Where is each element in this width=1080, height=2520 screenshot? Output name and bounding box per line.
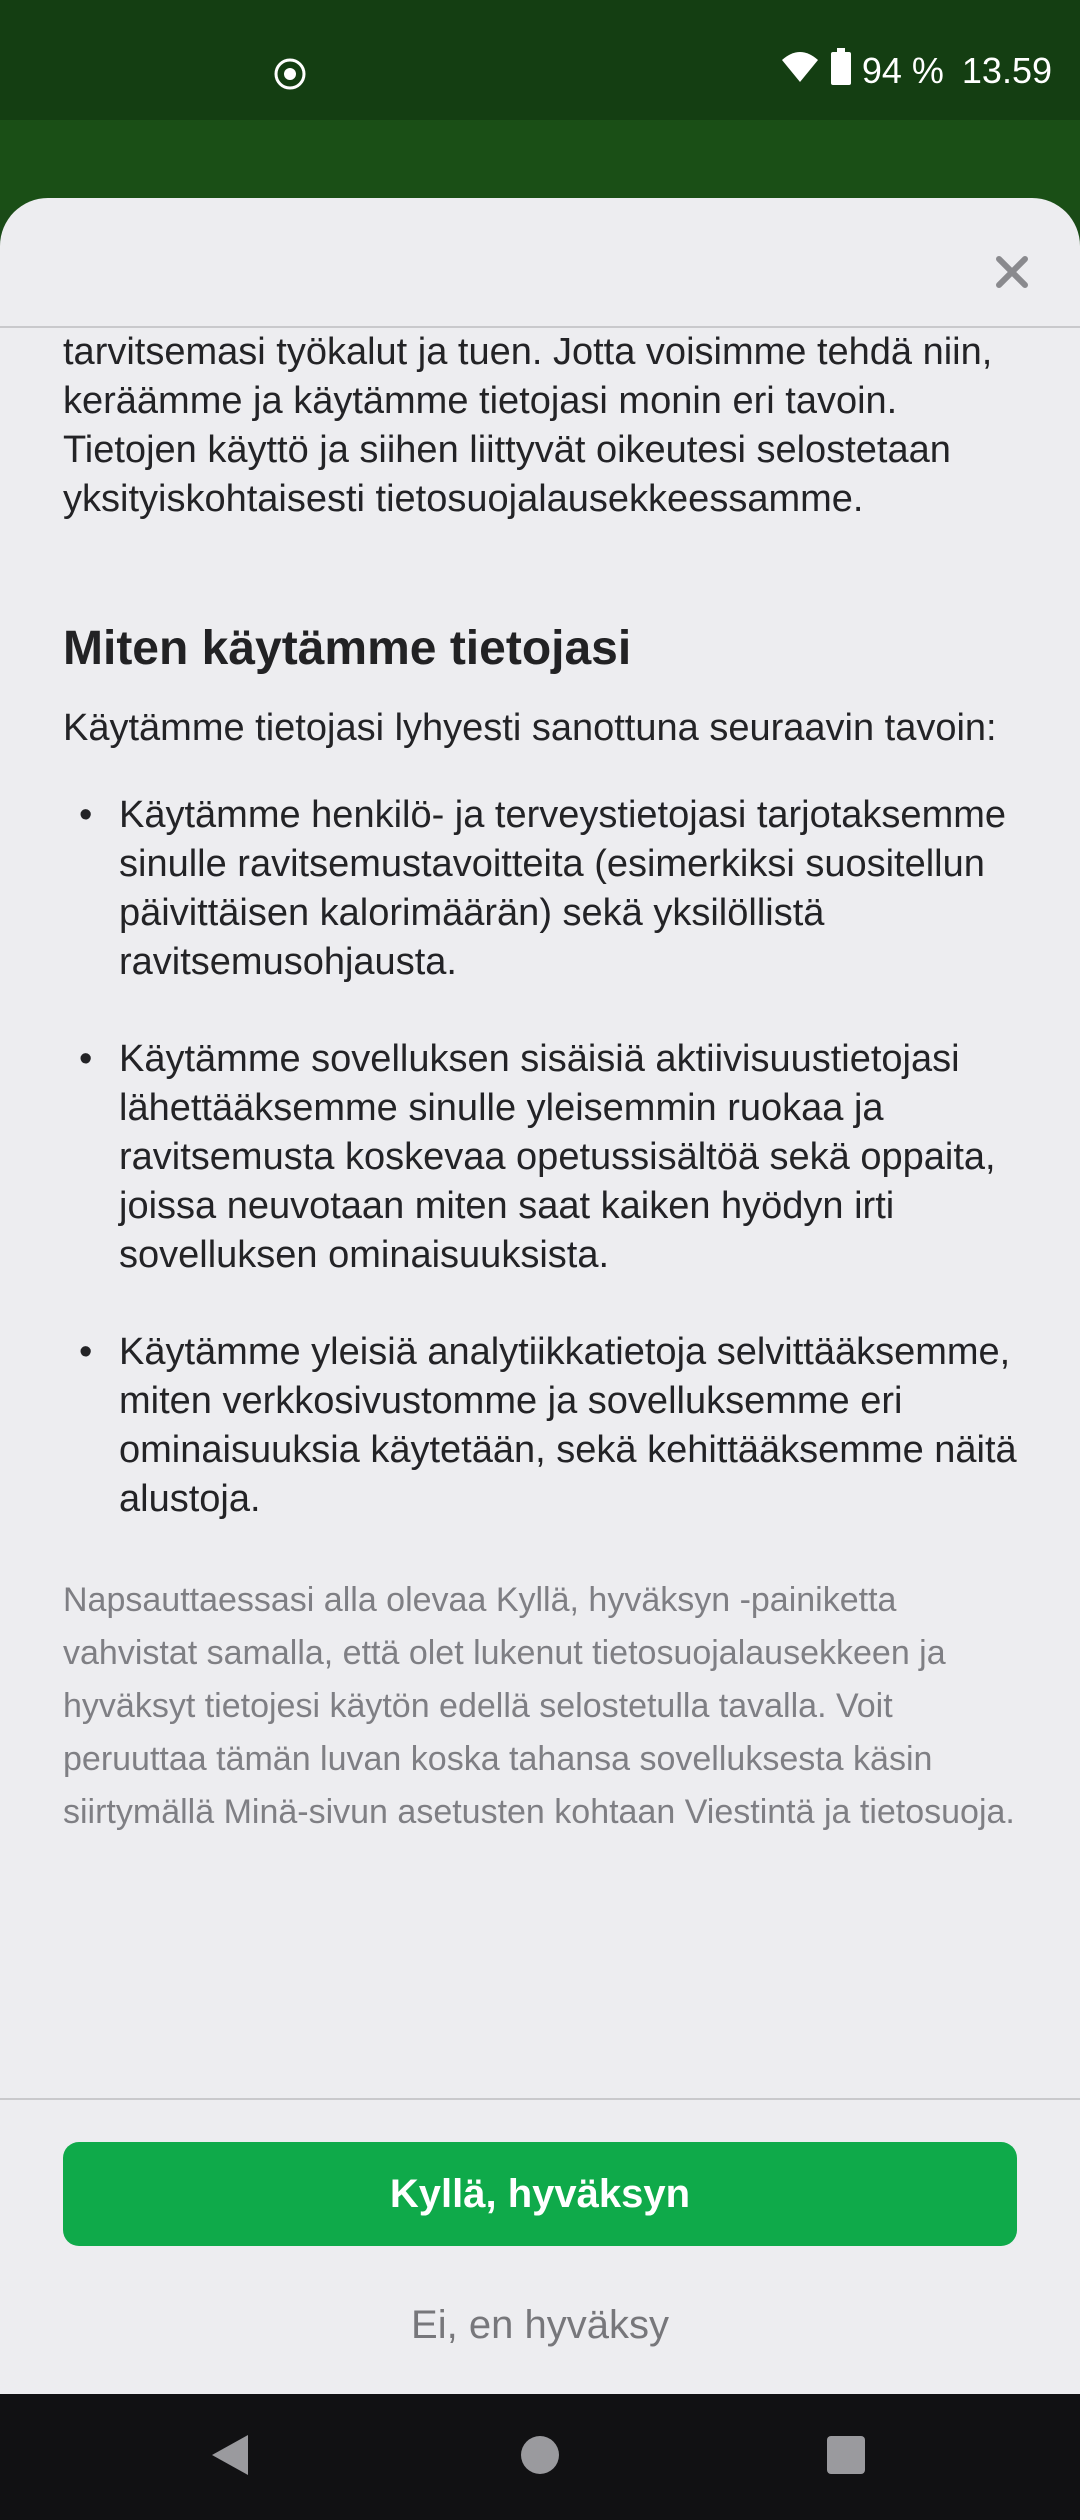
list-item (63, 791, 1023, 987)
close-icon (995, 255, 1029, 294)
list-item-text: Käytämme henkilö- ja terveystietojasi tarjotaksemme sinulle ravitsemustavoitteita (esimerkiksi suositellun päivittäisen kalorimäärän) sekä yksilöllistä ravitsemusohjausta. (119, 794, 1007, 983)
recents-icon (826, 2435, 866, 2480)
list-item-text: Käytämme yleisiä analytiikkatietoja selvittääksemme, miten verkkosivustomme ja sovelluksemme eri ominaisuuksia käytetään, sekä kehittääksemme näitä alustoja. (119, 1331, 1017, 1520)
back-icon (210, 2433, 250, 2482)
recents-button[interactable] (818, 2429, 874, 2485)
consent-content (63, 328, 1023, 1839)
record-icon (272, 56, 308, 92)
bullet-icon: • (79, 1331, 93, 1373)
consent-scroll-area[interactable] (0, 328, 1080, 2296)
app-header-background (0, 120, 1080, 210)
list-item-text: Käytämme sovelluksen sisäisiä aktiivisuustietojasi lähettääksemme sinulle yleisemmin ruokaa ja ravitsemusta koskevaa opetussisältöä sekä oppaita, joissa neuvotaan miten saat kaiken hyödyn irti sovelluksen ominaisuuksista. (119, 1038, 996, 1276)
list-item (63, 1035, 1023, 1280)
section-intro: Käytämme tietojasi lyhyesti sanottuna seuraavin tavoin: (63, 707, 997, 749)
bullet-icon: • (79, 794, 93, 836)
back-button[interactable] (202, 2429, 258, 2485)
wifi-icon (780, 50, 820, 93)
list-item (63, 1328, 1023, 1524)
intro-paragraph: tarvitsemasi työkalut ja tuen. Jotta voisimme tehdä niin, keräämme ja käytämme tietojasi monin eri tavoin. Tietojen käyttö ja siihen liittyvät oikeutesi selostetaan yksityiskohtaisesti tietosuojalausekkeessamme. (63, 331, 993, 520)
clock: 13.59 (961, 50, 1052, 91)
home-button[interactable] (512, 2429, 568, 2485)
home-icon (520, 2435, 560, 2480)
usage-list (63, 791, 1023, 1524)
status-indicators (780, 46, 1052, 96)
consent-fine-print: Napsauttaessasi alla olevaa Kyllä, hyväksyn -painiketta vahvistat samalla, että olet lukenut tietosuojalausekkeen ja hyväksyt tietojesi käytön edellä selostetulla tavalla. Voit peruuttaa tämän luvan koska tahansa sovelluksesta käsin siirtymällä Minä-sivun asetusten kohtaan Viestintä ja tietosuoja. (63, 1581, 1015, 1831)
privacy-consent-sheet (0, 198, 1080, 2394)
status-bar (0, 0, 1080, 120)
decline-button[interactable]: Ei, en hyväksy (63, 2280, 1017, 2370)
battery-icon (830, 48, 852, 95)
system-nav-bar (0, 2394, 1080, 2520)
sheet-footer (0, 2098, 1080, 2394)
battery-percentage: 94 % (861, 50, 944, 91)
bullet-icon: • (79, 1038, 93, 1080)
sheet-header (0, 198, 1080, 328)
close-button[interactable] (988, 250, 1036, 298)
accept-button[interactable]: Kyllä, hyväksyn (63, 2142, 1017, 2246)
section-heading: Miten käytämme tietojasi (63, 622, 632, 675)
